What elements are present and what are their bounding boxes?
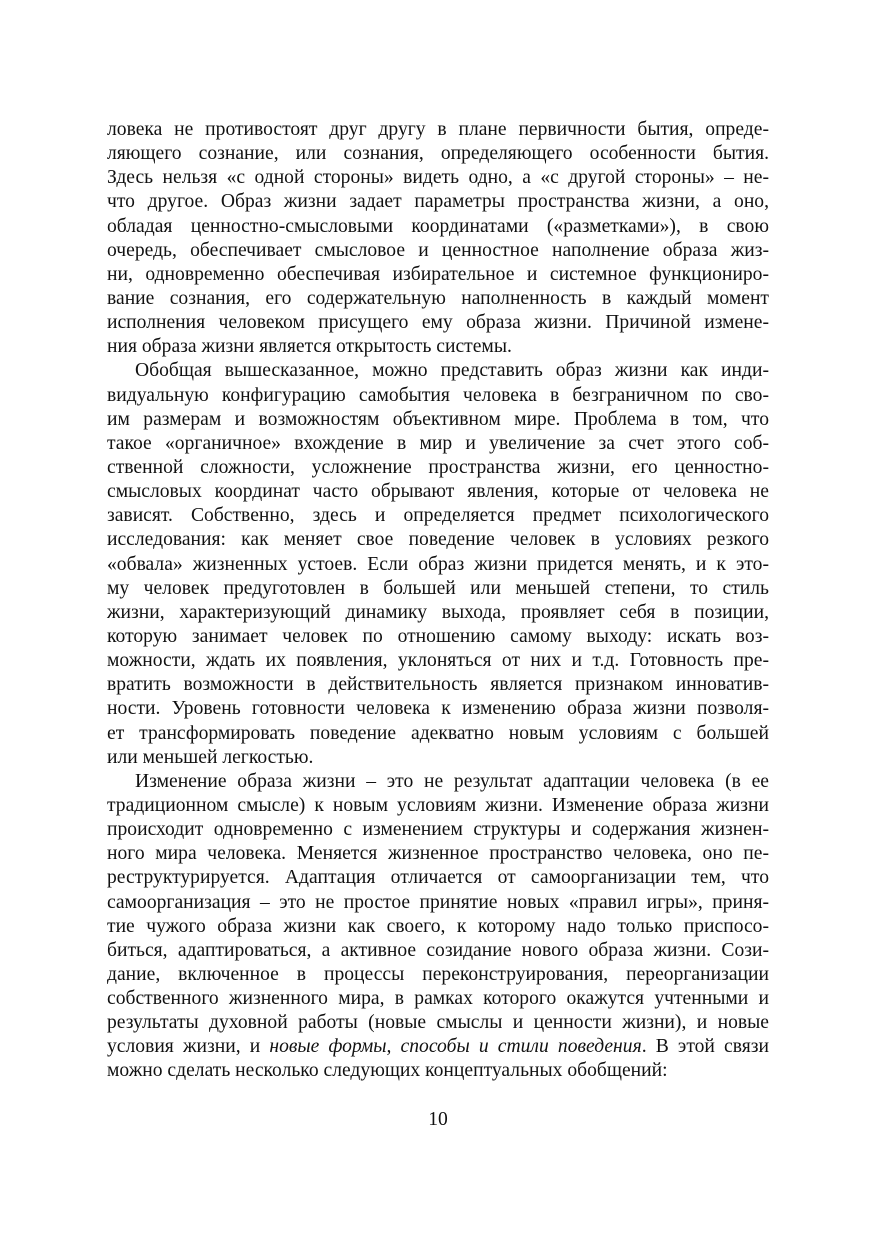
text-line: очередь, обеспечивает смысловое и ценностное наполнение образа жиз- [107,239,769,261]
text-line: происходит одновременно с изменением структуры и содержания жизнен- [107,819,769,841]
text-line: му человек предуготовлен в большей или меньшей степени, то стиль [107,577,769,599]
text-line: обладая ценностно-смысловыми координатами («разметками»), в свою [107,215,769,237]
page-number: 10 [428,1109,448,1130]
italic-phrase: новые формы, способы и стили поведения [269,1036,642,1058]
text-line: Здесь нельзя «с одной стороны» видеть одно, а «с другой стороны» – не- [107,167,769,189]
text-line: тие чужого образа жизни как своего, к которому надо только приспосо- [107,915,769,937]
text-line: биться, адаптироваться, а активное созидание нового образа жизни. Сози- [107,939,769,961]
text-line: ловека не противостоят друг другу в плане первичности бытия, опреде- [107,119,769,140]
text-line: результаты духовной работы (новые смыслы и ценности жизни), и новые [107,1012,769,1034]
text-line: самоорганизация – это не простое принятие новых «правил игры», приня- [107,891,769,913]
text-line: видуальную конфигурацию самобытия человека в безграничном по сво- [107,384,769,406]
text-line: жизни, характеризующий динамику выхода, проявляет себя в позиции, [107,601,769,623]
text-line: вание сознания, его содержательную наполненность в каждый момент [107,287,769,309]
text-line: которую занимает человек по отношению самому выходу: искать воз- [107,625,769,647]
text-line: ственной сложности, усложнение пространства жизни, его ценностно- [107,456,769,478]
text-line: можности, ждать их появления, уклоняться от них и т.д. Готовность пре- [107,650,769,672]
paragraph-3 [107,770,769,1084]
text-line: Обобщая вышесказанное, можно представить образ жизни как инди- [135,360,769,382]
text-line: смысловых координат часто обрывают явления, которые от человека не [107,481,769,503]
text-line: ни, одновременно обеспечивая избирательное и системное функциониро- [107,263,769,285]
text-line: вратить возможности в действительность является признаком инноватив- [107,674,769,696]
text-line: дание, включенное в процессы переконструирования, переорганизации [107,963,769,985]
text-line: ного мира человека. Меняется жизненное пространство человека, оно пе- [107,843,769,865]
text-line: ет трансформировать поведение адекватно новым условиям с большей [107,722,769,744]
text-line-final: можно сделать несколько следующих концептуальных обобщений: [107,1060,668,1082]
text-line: зависят. Собственно, здесь и определяется предмет психологического [107,505,769,527]
text-line: такое «органичное» вхождение в мир и увеличение за счет этого соб- [107,432,769,454]
page-body [107,118,769,1084]
text-line: исследования: как меняет свое поведение человек в условиях резкого [107,529,769,551]
paragraph-1 [107,118,769,359]
text-line: традиционном смысле) к новым условиям жизни. Изменение образа жизни [107,794,769,816]
text-line: собственного жизненного мира, в рамках которого окажутся учтенными и [107,988,769,1010]
text-line: «обвала» жизненных устоев. Если образ жизни придется менять, и к это- [107,553,769,575]
text-line: ности. Уровень готовности человека к изменению образа жизни позволя- [107,698,769,720]
text-line: ния образа жизни является открытость системы. [107,336,512,358]
text-line: ляющего сознание, или сознания, определяющего особенности бытия. [107,143,769,165]
text-line: что другое. Образ жизни задает параметры пространства жизни, а оно, [107,191,769,213]
text-line: им размерам и возможностям объективном мире. Проблема в том, что [107,408,769,430]
text-line: реструктурируется. Адаптация отличается от самоорганизации тем, что [107,867,769,889]
text-line: Изменение образа жизни – это не результат адаптации человека (в ее [135,770,769,792]
text-line: или меньшей легкостью. [107,746,314,768]
text-line: исполнения человеком присущего ему образа жизни. Причиной измене- [107,312,769,334]
paragraph-2 [107,359,769,769]
text-line-italic: условия жизни, и новые формы, способы и стили поведения. В этой связи [107,1036,769,1058]
